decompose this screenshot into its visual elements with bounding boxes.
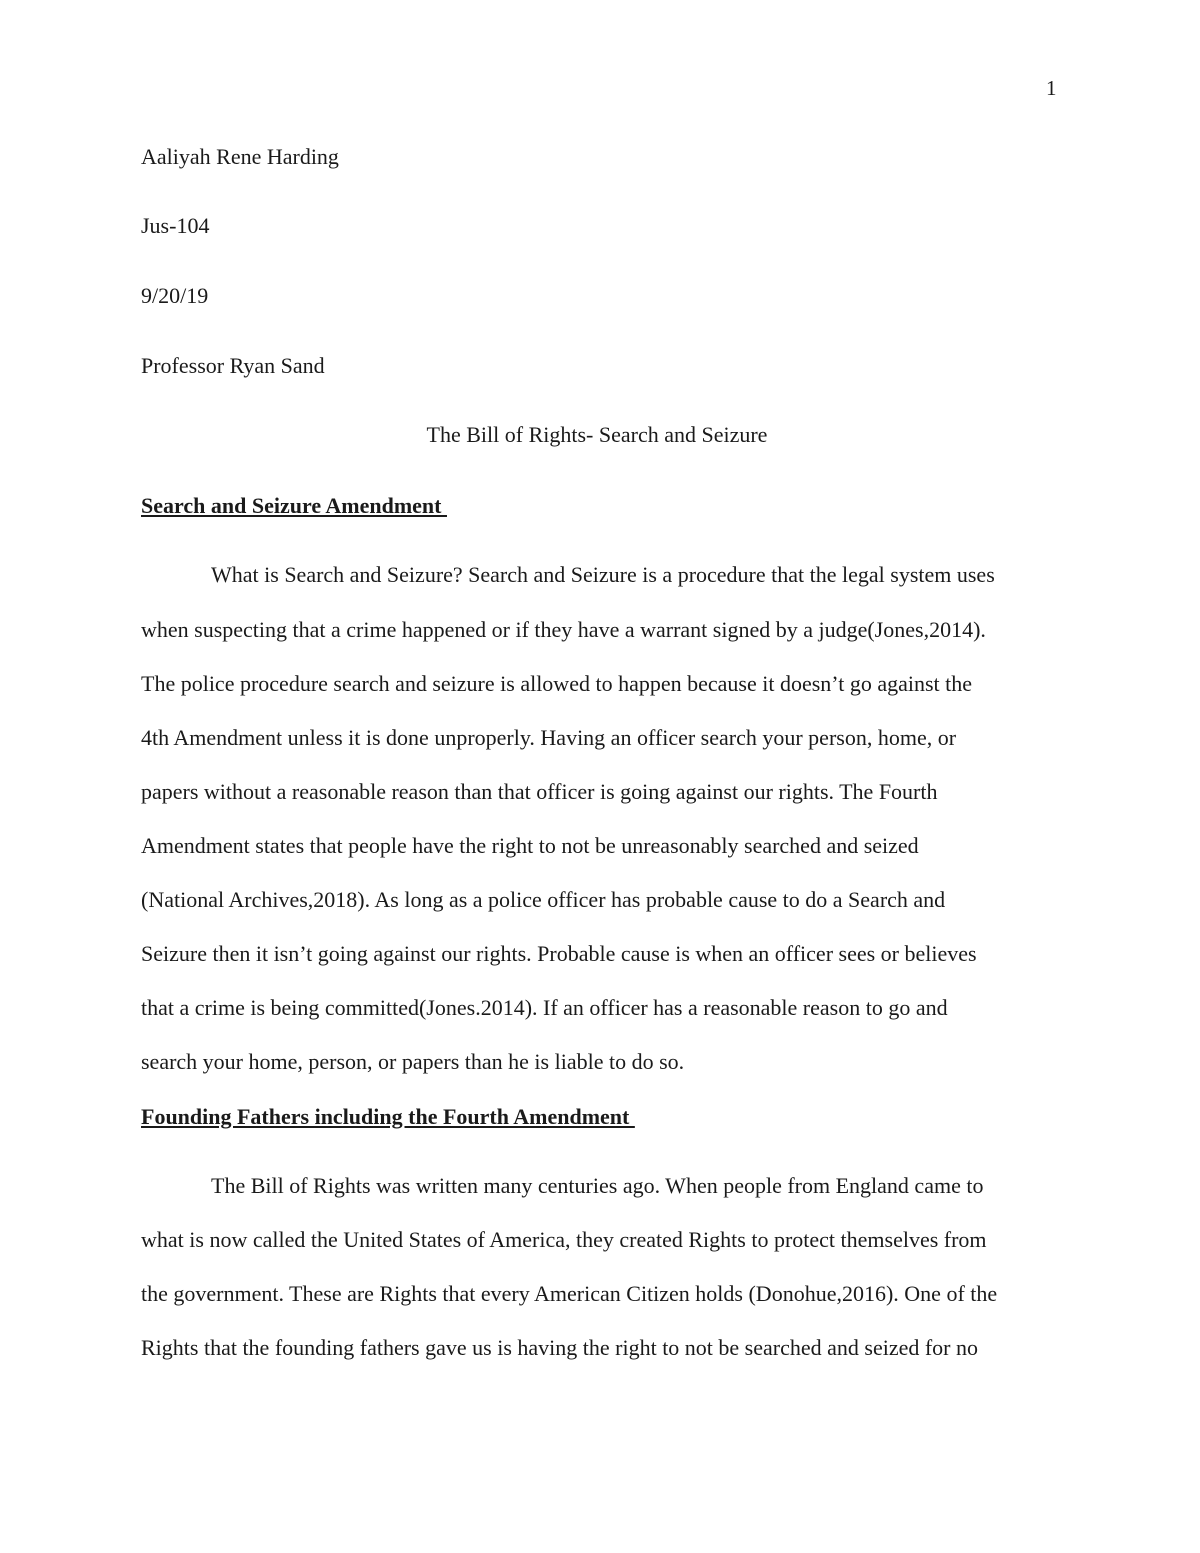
paragraph-line: Amendment states that people have the right to not be unreasonably searched and seized — [141, 833, 919, 858]
professor-name: Professor Ryan Sand — [141, 353, 325, 378]
paragraph-line: What is Search and Seizure? Search and Seizure is a procedure that the legal system uses — [211, 562, 995, 587]
paragraph-line: what is now called the United States of America, they created Rights to protect themselves from — [141, 1227, 987, 1252]
paragraph-line: The police procedure search and seizure is allowed to happen because it doesn’t go against the — [141, 671, 973, 696]
paragraph-line: that a crime is being committed(Jones.2014). If an officer has a reasonable reason to go and — [141, 995, 948, 1020]
page-number: 1 — [1046, 76, 1057, 100]
paragraph-line: Seizure then it isn’t going against our rights. Probable cause is when an officer sees or believes — [141, 941, 977, 966]
paragraph-line: search your home, person, or papers than he is liable to do so. — [141, 1049, 685, 1074]
course-code: Jus-104 — [141, 213, 210, 238]
section-heading: Founding Fathers including the Fourth Amendment — [141, 1104, 635, 1129]
paragraph-line: 4th Amendment unless it is done unproperly. Having an officer search your person, home, or — [141, 725, 957, 750]
paragraph-line: Rights that the founding fathers gave us is having the right to not be searched and seized for no — [141, 1335, 979, 1360]
document-title: The Bill of Rights- Search and Seizure — [426, 422, 768, 447]
paragraph-line: The Bill of Rights was written many centuries ago. When people from England came to — [211, 1173, 984, 1198]
author-name: Aaliyah Rene Harding — [141, 144, 339, 169]
paragraph-line: papers without a reasonable reason than that officer is going against our rights. The Fourth — [141, 779, 938, 804]
paragraph-line: when suspecting that a crime happened or if they have a warrant signed by a judge(Jones,2014). — [141, 617, 986, 642]
submission-date: 9/20/19 — [141, 283, 209, 308]
section-heading: Search and Seizure Amendment — [141, 493, 447, 518]
paragraph-line: (National Archives,2018). As long as a police officer has probable cause to do a Search and — [141, 887, 946, 912]
paragraph-line: the government. These are Rights that every American Citizen holds (Donohue,2016). One of the — [141, 1281, 998, 1306]
